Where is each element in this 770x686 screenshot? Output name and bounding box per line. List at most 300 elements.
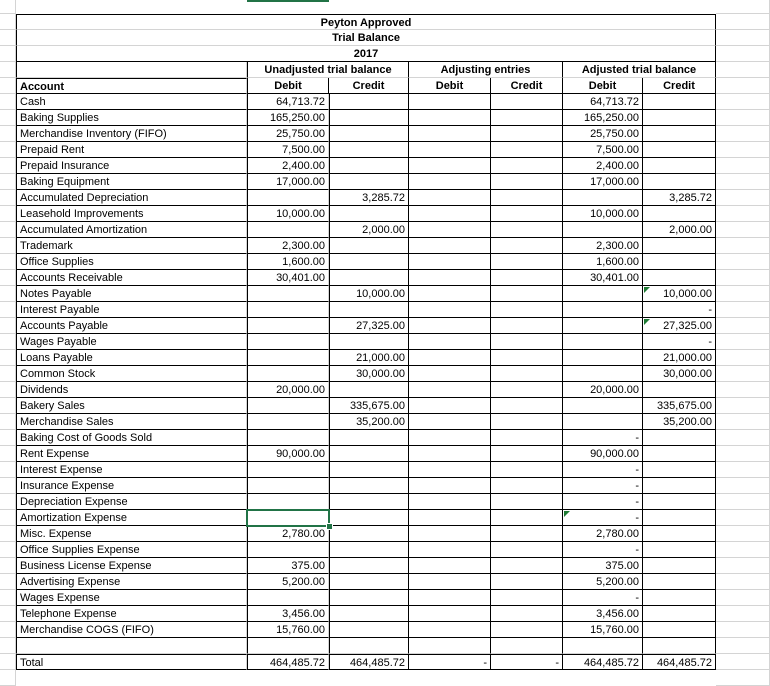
account-name-cell[interactable]: Depreciation Expense — [16, 494, 247, 510]
adjusting-debit-cell[interactable] — [409, 206, 491, 222]
grid-gutter-cell — [0, 654, 16, 670]
adjusting-credit-cell[interactable] — [491, 542, 563, 558]
grid-gutter-cell — [0, 462, 16, 478]
grid-gutter-cell — [716, 350, 770, 366]
adjusted-debit-cell[interactable] — [563, 414, 643, 430]
adjusted-credit-cell[interactable] — [643, 510, 716, 526]
unadjusted-credit-cell[interactable] — [329, 254, 409, 270]
unadjusted-credit-cell[interactable] — [329, 478, 409, 494]
account-name-cell[interactable]: Merchandise Inventory (FIFO) — [16, 126, 247, 142]
grid-gutter-cell — [716, 430, 770, 446]
adjusted-debit-cell[interactable] — [563, 286, 643, 302]
adjusting-debit-cell[interactable] — [409, 110, 491, 126]
adjusting-credit-cell[interactable] — [491, 398, 563, 414]
account-name-cell[interactable]: Wages Payable — [16, 334, 247, 350]
unadjusted-debit-cell[interactable] — [247, 222, 329, 238]
error-indicator-icon[interactable] — [644, 319, 650, 325]
adjusted-credit-cell[interactable] — [643, 174, 716, 190]
unadjusted-credit-cell[interactable] — [329, 526, 409, 542]
adjusted-credit-cell[interactable] — [643, 94, 716, 110]
adjusted-debit-cell[interactable]: - — [563, 462, 643, 478]
unadjusted-debit-cell[interactable] — [247, 430, 329, 446]
grid-gutter-cell — [716, 222, 770, 238]
unadjusted-debit-cell[interactable]: 375.00 — [247, 558, 329, 574]
adjusting-credit-cell[interactable] — [491, 350, 563, 366]
adjusting-debit-cell[interactable] — [409, 558, 491, 574]
unadjusted-debit-cell[interactable]: 64,713.72 — [247, 94, 329, 110]
unadjusted-credit-cell[interactable] — [329, 542, 409, 558]
adjusting-debit-cell[interactable] — [409, 430, 491, 446]
account-name-cell[interactable]: Accounts Receivable — [16, 270, 247, 286]
adjusted-debit-cell[interactable]: 90,000.00 — [563, 446, 643, 462]
unadjusted-credit-cell[interactable]: 27,325.00 — [329, 318, 409, 334]
grid-gutter-cell — [716, 238, 770, 254]
adjusting-credit-cell[interactable] — [491, 366, 563, 382]
unadjusted-credit-cell[interactable] — [329, 334, 409, 350]
adjusting-credit-cell[interactable] — [491, 318, 563, 334]
grid-gutter-cell — [0, 350, 16, 366]
grid-gutter-cell — [716, 302, 770, 318]
account-name-cell[interactable]: Insurance Expense — [16, 478, 247, 494]
adjusting-debit-cell[interactable] — [409, 142, 491, 158]
grid-gutter-cell — [0, 318, 16, 334]
account-name-cell[interactable]: Prepaid Insurance — [16, 158, 247, 174]
blank-row-cell — [491, 638, 563, 654]
adjusting-credit-cell[interactable] — [491, 462, 563, 478]
unadjusted-credit-cell[interactable] — [329, 270, 409, 286]
report-title[interactable]: Trial Balance — [16, 30, 716, 46]
unadjusted-credit-cell[interactable] — [329, 590, 409, 606]
adjusted-credit-cell[interactable] — [643, 622, 716, 638]
account-name-cell[interactable]: Accumulated Amortization — [16, 222, 247, 238]
unadjusted-credit-cell[interactable] — [329, 206, 409, 222]
unadjusted-debit-cell[interactable]: 17,000.00 — [247, 174, 329, 190]
adjusted-credit-cell[interactable] — [643, 590, 716, 606]
adjusted-credit-cell[interactable] — [643, 270, 716, 286]
adjusting-credit-cell[interactable] — [491, 606, 563, 622]
adjusting-debit-cell[interactable] — [409, 382, 491, 398]
adjusted-debit-cell[interactable]: 64,713.72 — [563, 94, 643, 110]
adjusted-credit-cell[interactable]: 27,325.00 — [643, 318, 716, 334]
adjusting-credit-cell[interactable] — [491, 478, 563, 494]
adjusted-debit-cell[interactable]: - — [563, 430, 643, 446]
grid-gutter-cell — [716, 158, 770, 174]
adjusting-debit-cell[interactable] — [409, 222, 491, 238]
grid-gutter-cell — [0, 286, 16, 302]
adjusting-debit-cell[interactable] — [409, 366, 491, 382]
unadjusted-debit-cell[interactable]: 2,780.00 — [247, 526, 329, 542]
unadjusted-debit-cell[interactable]: 10,000.00 — [247, 206, 329, 222]
grid-gutter-cell — [0, 622, 16, 638]
adjusted-credit-cell[interactable] — [643, 446, 716, 462]
grid-gutter-cell — [0, 254, 16, 270]
adjusted-credit-cell[interactable] — [643, 126, 716, 142]
unadjusted-credit-cell[interactable] — [329, 430, 409, 446]
adjusting-credit-cell[interactable] — [491, 526, 563, 542]
adjusted-credit-cell[interactable] — [643, 558, 716, 574]
unadjusted-debit-cell[interactable]: 3,456.00 — [247, 606, 329, 622]
adjusting-debit-cell[interactable] — [409, 510, 491, 526]
unadjusted-credit-cell[interactable] — [329, 110, 409, 126]
unadjusted-credit-cell[interactable] — [329, 446, 409, 462]
column-header-credit[interactable]: Credit — [643, 78, 716, 94]
account-name-cell[interactable]: Merchandise COGS (FIFO) — [16, 622, 247, 638]
adjusted-credit-cell[interactable]: 21,000.00 — [643, 350, 716, 366]
report-year[interactable]: 2017 — [16, 46, 716, 62]
adjusted-credit-cell[interactable] — [643, 478, 716, 494]
account-name-cell[interactable]: Leasehold Improvements — [16, 206, 247, 222]
adjusted-credit-cell[interactable] — [643, 254, 716, 270]
unadjusted-credit-cell[interactable]: 10,000.00 — [329, 286, 409, 302]
adjusted-debit-cell[interactable]: 5,200.00 — [563, 574, 643, 590]
adjusted-debit-cell[interactable]: 10,000.00 — [563, 206, 643, 222]
adjusted-credit-cell[interactable]: 10,000.00 — [643, 286, 716, 302]
adjusted-debit-cell[interactable] — [563, 190, 643, 206]
unadjusted-debit-cell[interactable]: 20,000.00 — [247, 382, 329, 398]
grid-gutter-cell — [716, 30, 770, 46]
adjusted-debit-cell[interactable]: 375.00 — [563, 558, 643, 574]
account-name-cell[interactable]: Wages Expense — [16, 590, 247, 606]
unadjusted-credit-cell[interactable] — [329, 126, 409, 142]
grid-gutter-cell — [716, 318, 770, 334]
grid-gutter-cell — [716, 510, 770, 526]
adjusting-credit-cell[interactable] — [491, 126, 563, 142]
adjusted-debit-cell[interactable]: 30,401.00 — [563, 270, 643, 286]
account-name-cell[interactable]: Trademark — [16, 238, 247, 254]
unadjusted-debit-cell[interactable]: 2,400.00 — [247, 158, 329, 174]
grid-gutter-cell — [0, 430, 16, 446]
unadjusted-credit-cell[interactable] — [329, 606, 409, 622]
adjusted-debit-cell[interactable]: - — [563, 542, 643, 558]
adjusting-credit-cell[interactable] — [491, 190, 563, 206]
error-indicator-icon[interactable] — [644, 287, 650, 293]
grid-gutter-cell — [0, 510, 16, 526]
account-name-cell[interactable]: Cash — [16, 94, 247, 110]
unadjusted-debit-cell[interactable] — [247, 366, 329, 382]
fill-handle[interactable] — [326, 523, 333, 530]
group-header-adjusting[interactable]: Adjusting entries — [409, 62, 563, 78]
unadjusted-debit-cell[interactable] — [247, 302, 329, 318]
total-adjusting-debit[interactable]: - — [409, 654, 491, 670]
account-name-cell[interactable]: Accumulated Depreciation — [16, 190, 247, 206]
adjusted-credit-cell[interactable]: 35,200.00 — [643, 414, 716, 430]
adjusted-credit-cell[interactable] — [643, 142, 716, 158]
adjusted-credit-cell[interactable] — [643, 542, 716, 558]
adjusted-credit-cell[interactable] — [643, 430, 716, 446]
adjusted-debit-cell[interactable]: - — [563, 494, 643, 510]
adjusted-debit-cell[interactable]: 25,750.00 — [563, 126, 643, 142]
adjusted-credit-cell[interactable]: 2,000.00 — [643, 222, 716, 238]
selected-cell-highlight[interactable] — [246, 509, 330, 527]
adjusted-credit-cell[interactable] — [643, 606, 716, 622]
unadjusted-debit-cell[interactable] — [247, 494, 329, 510]
adjusting-credit-cell[interactable] — [491, 414, 563, 430]
adjusting-credit-cell[interactable] — [491, 558, 563, 574]
unadjusted-debit-cell[interactable] — [247, 190, 329, 206]
total-unadjusted-debit[interactable]: 464,485.72 — [247, 654, 329, 670]
group-header-adjusted[interactable]: Adjusted trial balance — [563, 62, 716, 78]
adjusted-credit-cell[interactable] — [643, 574, 716, 590]
account-name-cell[interactable]: Misc. Expense — [16, 526, 247, 542]
account-name-cell[interactable]: Baking Cost of Goods Sold — [16, 430, 247, 446]
adjusting-credit-cell[interactable] — [491, 430, 563, 446]
unadjusted-credit-cell[interactable] — [329, 238, 409, 254]
unadjusted-debit-cell[interactable] — [247, 334, 329, 350]
unadjusted-debit-cell[interactable] — [247, 286, 329, 302]
grid-gutter-cell — [716, 414, 770, 430]
adjusting-debit-cell[interactable] — [409, 158, 491, 174]
adjusting-debit-cell[interactable] — [409, 302, 491, 318]
adjusting-credit-cell[interactable] — [491, 110, 563, 126]
company-name[interactable]: Peyton Approved — [16, 14, 716, 30]
column-header-debit[interactable]: Debit — [409, 78, 491, 94]
unadjusted-credit-cell[interactable] — [329, 174, 409, 190]
unadjusted-credit-cell[interactable]: 35,200.00 — [329, 414, 409, 430]
adjusting-debit-cell[interactable] — [409, 286, 491, 302]
adjusted-debit-cell[interactable]: 3,456.00 — [563, 606, 643, 622]
adjusted-credit-cell[interactable] — [643, 462, 716, 478]
adjusted-debit-cell[interactable]: - — [563, 590, 643, 606]
adjusted-debit-cell[interactable] — [563, 366, 643, 382]
adjusted-credit-cell[interactable]: 3,285.72 — [643, 190, 716, 206]
group-header-unadjusted[interactable]: Unadjusted trial balance — [247, 62, 409, 78]
adjusting-credit-cell[interactable] — [491, 206, 563, 222]
adjusting-credit-cell[interactable] — [491, 334, 563, 350]
adjusting-credit-cell[interactable] — [491, 142, 563, 158]
account-name-cell[interactable]: Merchandise Sales — [16, 414, 247, 430]
adjusting-debit-cell[interactable] — [409, 478, 491, 494]
account-name-cell[interactable]: Bakery Sales — [16, 398, 247, 414]
grid-gutter-cell — [0, 446, 16, 462]
account-name-cell[interactable]: Accounts Payable — [16, 318, 247, 334]
grid-gutter-cell — [0, 78, 16, 94]
unadjusted-debit-cell[interactable] — [247, 350, 329, 366]
adjusting-credit-cell[interactable] — [491, 286, 563, 302]
adjusted-credit-cell[interactable] — [643, 526, 716, 542]
unadjusted-debit-cell[interactable]: 30,401.00 — [247, 270, 329, 286]
grid-gutter-cell — [716, 622, 770, 638]
unadjusted-credit-cell[interactable] — [329, 142, 409, 158]
unadjusted-debit-cell[interactable]: 25,750.00 — [247, 126, 329, 142]
grid-gutter-cell — [0, 670, 16, 686]
adjusted-debit-cell[interactable] — [563, 398, 643, 414]
adjusting-debit-cell[interactable] — [409, 446, 491, 462]
account-name-cell[interactable]: Amortization Expense — [16, 510, 247, 526]
adjusted-debit-cell[interactable]: 20,000.00 — [563, 382, 643, 398]
blank-row-cell — [247, 638, 329, 654]
column-header-debit[interactable]: Debit — [563, 78, 643, 94]
unadjusted-debit-cell[interactable] — [247, 542, 329, 558]
adjusting-debit-cell[interactable] — [409, 526, 491, 542]
column-header-debit[interactable]: Debit — [247, 78, 329, 94]
adjusted-credit-cell[interactable] — [643, 382, 716, 398]
column-header-account[interactable]: Account — [16, 78, 247, 94]
unadjusted-debit-cell[interactable]: 5,200.00 — [247, 574, 329, 590]
adjusting-credit-cell[interactable] — [491, 94, 563, 110]
account-name-cell[interactable]: Advertising Expense — [16, 574, 247, 590]
account-name-cell[interactable]: Dividends — [16, 382, 247, 398]
unadjusted-credit-cell[interactable] — [329, 510, 409, 526]
total-adjusted-debit[interactable]: 464,485.72 — [563, 654, 643, 670]
unadjusted-debit-cell[interactable] — [247, 318, 329, 334]
unadjusted-debit-cell[interactable]: 2,300.00 — [247, 238, 329, 254]
error-indicator-icon[interactable] — [564, 511, 570, 517]
account-name-cell[interactable]: Baking Supplies — [16, 110, 247, 126]
unadjusted-credit-cell[interactable]: 335,675.00 — [329, 398, 409, 414]
account-name-cell[interactable]: Office Supplies — [16, 254, 247, 270]
grid-gutter-cell — [0, 174, 16, 190]
unadjusted-debit-cell[interactable] — [247, 462, 329, 478]
adjusted-debit-cell[interactable]: 2,300.00 — [563, 238, 643, 254]
adjusted-debit-cell[interactable]: 7,500.00 — [563, 142, 643, 158]
unadjusted-debit-cell[interactable] — [247, 414, 329, 430]
adjusting-debit-cell[interactable] — [409, 126, 491, 142]
account-name-cell[interactable]: Rent Expense — [16, 446, 247, 462]
adjusted-debit-cell[interactable]: 1,600.00 — [563, 254, 643, 270]
account-name-cell[interactable]: Baking Equipment — [16, 174, 247, 190]
adjusting-debit-cell[interactable] — [409, 350, 491, 366]
unadjusted-credit-cell[interactable]: 30,000.00 — [329, 366, 409, 382]
grid-gutter-cell — [716, 574, 770, 590]
adjusting-debit-cell[interactable] — [409, 254, 491, 270]
total-adjusting-credit[interactable]: - — [491, 654, 563, 670]
adjusted-debit-cell[interactable]: 165,250.00 — [563, 110, 643, 126]
unadjusted-credit-cell[interactable] — [329, 302, 409, 318]
grid-gutter-cell — [716, 606, 770, 622]
adjusting-credit-cell[interactable] — [491, 174, 563, 190]
unadjusted-credit-cell[interactable] — [329, 622, 409, 638]
unadjusted-credit-cell[interactable] — [329, 494, 409, 510]
adjusted-debit-cell[interactable]: 17,000.00 — [563, 174, 643, 190]
account-name-cell[interactable]: Interest Expense — [16, 462, 247, 478]
adjusting-debit-cell[interactable] — [409, 590, 491, 606]
adjusted-debit-cell[interactable] — [563, 222, 643, 238]
adjusted-credit-cell[interactable] — [643, 206, 716, 222]
unadjusted-credit-cell[interactable]: 2,000.00 — [329, 222, 409, 238]
account-name-cell[interactable]: Office Supplies Expense — [16, 542, 247, 558]
adjusted-credit-cell[interactable] — [643, 110, 716, 126]
adjusted-credit-cell[interactable]: 335,675.00 — [643, 398, 716, 414]
column-header-credit[interactable]: Credit — [491, 78, 563, 94]
adjusting-debit-cell[interactable] — [409, 94, 491, 110]
unadjusted-credit-cell[interactable] — [329, 574, 409, 590]
adjusted-credit-cell[interactable]: 30,000.00 — [643, 366, 716, 382]
active-column-indicator — [247, 0, 329, 2]
unadjusted-debit-cell[interactable] — [247, 398, 329, 414]
grid-gutter-cell — [716, 142, 770, 158]
adjusted-debit-cell[interactable] — [563, 318, 643, 334]
grid-gutter-cell — [0, 190, 16, 206]
unadjusted-debit-cell[interactable]: 165,250.00 — [247, 110, 329, 126]
account-name-cell[interactable]: Prepaid Rent — [16, 142, 247, 158]
grid-gutter-cell — [716, 670, 770, 686]
unadjusted-debit-cell[interactable] — [247, 590, 329, 606]
unadjusted-credit-cell[interactable] — [329, 94, 409, 110]
unadjusted-debit-cell[interactable]: 7,500.00 — [247, 142, 329, 158]
unadjusted-debit-cell[interactable] — [247, 478, 329, 494]
grid-gutter-cell — [0, 222, 16, 238]
adjusted-debit-cell[interactable]: - — [563, 478, 643, 494]
adjusting-credit-cell[interactable] — [491, 158, 563, 174]
grid-gutter-cell — [0, 526, 16, 542]
grid-gutter-cell — [716, 270, 770, 286]
unadjusted-credit-cell[interactable]: 21,000.00 — [329, 350, 409, 366]
adjusting-debit-cell[interactable] — [409, 318, 491, 334]
adjusted-debit-cell[interactable]: 15,760.00 — [563, 622, 643, 638]
account-name-cell[interactable]: Telephone Expense — [16, 606, 247, 622]
unadjusted-credit-cell[interactable]: 3,285.72 — [329, 190, 409, 206]
grid-gutter-cell — [0, 158, 16, 174]
unadjusted-credit-cell[interactable] — [329, 158, 409, 174]
adjusting-credit-cell[interactable] — [491, 302, 563, 318]
adjusting-credit-cell[interactable] — [491, 446, 563, 462]
adjusted-debit-cell[interactable]: - — [563, 510, 643, 526]
adjusting-credit-cell[interactable] — [491, 254, 563, 270]
grid-gutter-cell — [0, 558, 16, 574]
column-header-credit[interactable]: Credit — [329, 78, 409, 94]
adjusting-debit-cell[interactable] — [409, 462, 491, 478]
adjusting-credit-cell[interactable] — [491, 382, 563, 398]
adjusting-debit-cell[interactable] — [409, 414, 491, 430]
adjusting-debit-cell[interactable] — [409, 334, 491, 350]
total-unadjusted-credit[interactable]: 464,485.72 — [329, 654, 409, 670]
adjusting-debit-cell[interactable] — [409, 622, 491, 638]
unadjusted-credit-cell[interactable] — [329, 558, 409, 574]
total-adjusted-credit[interactable]: 464,485.72 — [643, 654, 716, 670]
account-name-cell[interactable]: Loans Payable — [16, 350, 247, 366]
adjusting-debit-cell[interactable] — [409, 174, 491, 190]
adjusting-credit-cell[interactable] — [491, 574, 563, 590]
unadjusted-debit-cell[interactable]: 1,600.00 — [247, 254, 329, 270]
adjusting-debit-cell[interactable] — [409, 494, 491, 510]
grid-gutter-cell — [716, 0, 770, 14]
adjusting-credit-cell[interactable] — [491, 510, 563, 526]
adjusted-debit-cell[interactable]: 2,400.00 — [563, 158, 643, 174]
adjusted-credit-cell[interactable] — [643, 158, 716, 174]
unadjusted-credit-cell[interactable] — [329, 462, 409, 478]
adjusted-debit-cell[interactable] — [563, 334, 643, 350]
adjusted-debit-cell[interactable]: 2,780.00 — [563, 526, 643, 542]
adjusting-debit-cell[interactable] — [409, 398, 491, 414]
adjusted-credit-cell[interactable]: - — [643, 302, 716, 318]
unadjusted-debit-cell[interactable]: 90,000.00 — [247, 446, 329, 462]
adjusting-credit-cell[interactable] — [491, 270, 563, 286]
adjusted-debit-cell[interactable] — [563, 302, 643, 318]
adjusted-debit-cell[interactable] — [563, 350, 643, 366]
unadjusted-credit-cell[interactable] — [329, 382, 409, 398]
adjusting-debit-cell[interactable] — [409, 238, 491, 254]
adjusting-debit-cell[interactable] — [409, 606, 491, 622]
adjusted-credit-cell[interactable] — [643, 494, 716, 510]
account-name-cell[interactable]: Common Stock — [16, 366, 247, 382]
account-name-cell[interactable]: Business License Expense — [16, 558, 247, 574]
adjusting-credit-cell[interactable] — [491, 622, 563, 638]
adjusted-credit-cell[interactable]: - — [643, 334, 716, 350]
adjusting-credit-cell[interactable] — [491, 238, 563, 254]
total-label-cell[interactable]: Total — [16, 654, 247, 670]
adjusting-credit-cell[interactable] — [491, 222, 563, 238]
adjusted-credit-cell[interactable] — [643, 238, 716, 254]
adjusting-credit-cell[interactable] — [491, 590, 563, 606]
adjusting-debit-cell[interactable] — [409, 190, 491, 206]
unadjusted-debit-cell[interactable]: 15,760.00 — [247, 622, 329, 638]
adjusting-debit-cell[interactable] — [409, 574, 491, 590]
adjusting-debit-cell[interactable] — [409, 270, 491, 286]
account-name-cell[interactable]: Notes Payable — [16, 286, 247, 302]
account-name-cell[interactable]: Interest Payable — [16, 302, 247, 318]
adjusting-debit-cell[interactable] — [409, 542, 491, 558]
adjusting-credit-cell[interactable] — [491, 494, 563, 510]
